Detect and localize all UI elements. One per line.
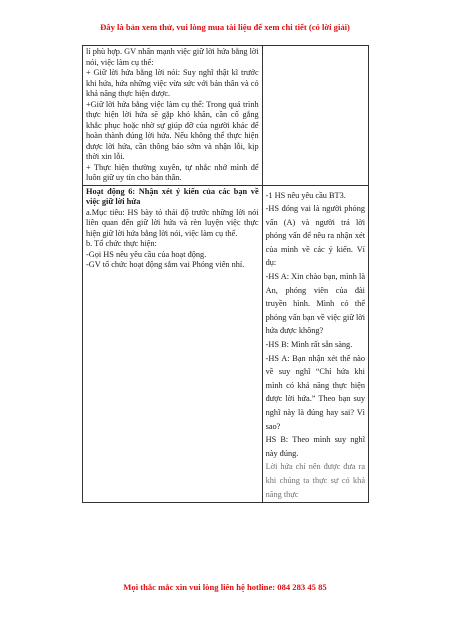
faded-paragraph: Lời hứa chỉ nên được đưa ra khi chúng ta thực sự có khả năng thực [265, 462, 365, 499]
paragraph: -HS A: Bạn nhận xét thế nào về suy nghĩ “Chỉ hứa khi mình có khả năng thực hiện được lời hứa.” Theo bạn suy nghĩ này là đúng hay sai? Vì sao? [265, 353, 365, 431]
paragraph: -HS A: Xin chào bạn, mình là An, phóng viên của đài truyền hình. Mình có thể phỏng vấn bạn về việc giữ lời hứa được không? [265, 272, 365, 336]
hotline-banner: Mọi thắc mắc xin vui lòng liên hệ hotline: 084 283 45 85 [123, 582, 327, 592]
paragraph: lí phù hợp. GV nhấn mạnh việc giữ lời hứa bằng lời nói, việc làm cụ thể: [86, 47, 259, 67]
paragraph: b. Tổ chức thực hiện: [86, 239, 157, 248]
paragraph: -Gọi HS nêu yêu cầu của hoạt động. [86, 249, 207, 259]
table-row [83, 185, 369, 503]
table-row [83, 46, 369, 186]
paragraph: -HS B: Mình rất sẵn sàng. [265, 340, 353, 350]
student-activity-cell [262, 185, 368, 503]
activity-heading: Hoạt động 6: Nhận xét ý kiến của các bạn về việc giữ lời hứa [86, 186, 259, 206]
teacher-activity-cell [83, 46, 263, 186]
paragraph: +Giữ lời hứa bằng việc làm cụ thể: Trong quá trình thực hiện lời hứa sẽ gặp khó khăn, cần cố gắng khắc phục hoặc nhờ sự giúp đỡ của người khác để hoàn thành đúng lời hứa. Nếu không thể thực hiện được lời hứa, cần thông báo sớm và nhận lỗi, kịp thời xin lỗi. [86, 99, 259, 161]
paragraph: HS B: Theo mình suy nghĩ này đúng. [265, 435, 365, 458]
paragraph: -1 HS nêu yêu cầu BT3. [265, 190, 346, 200]
paragraph: + Giữ lời hứa bằng lời nói: Suy nghĩ thật kĩ trước khi hứa, hứa những việc vừa sức với bản thân và có khả năng thực hiện được. [86, 68, 259, 98]
paragraph: -GV tổ chức hoạt động sắm vai Phóng viên nhí. [86, 260, 245, 269]
paragraph: a.Mục tiêu: HS bày tỏ thái độ trước những lời nói liên quan đến giữ lời hứa và rèn luyện việc thực hiện giữ lời hứa bằng lời nói, việc làm cụ thể. [86, 207, 259, 238]
paragraph: + Thực hiện thường xuyên, tự nhắc nhở mình để luôn giữ uy tín cho bản thân. [86, 162, 259, 182]
paragraph: -HS đóng vai là người phỏng vấn (A) và người trả lời phỏng vấn để nêu ra nhận xét của mình về các ý kiến. Ví dụ: [265, 204, 365, 268]
student-activity-cell [262, 46, 368, 186]
teacher-activity-cell [83, 185, 263, 503]
lesson-plan-table [82, 45, 369, 503]
preview-notice-banner: Đây là bản xem thử, vui lòng mua tài liệu để xem chi tiết (có lời giải) [100, 22, 350, 32]
